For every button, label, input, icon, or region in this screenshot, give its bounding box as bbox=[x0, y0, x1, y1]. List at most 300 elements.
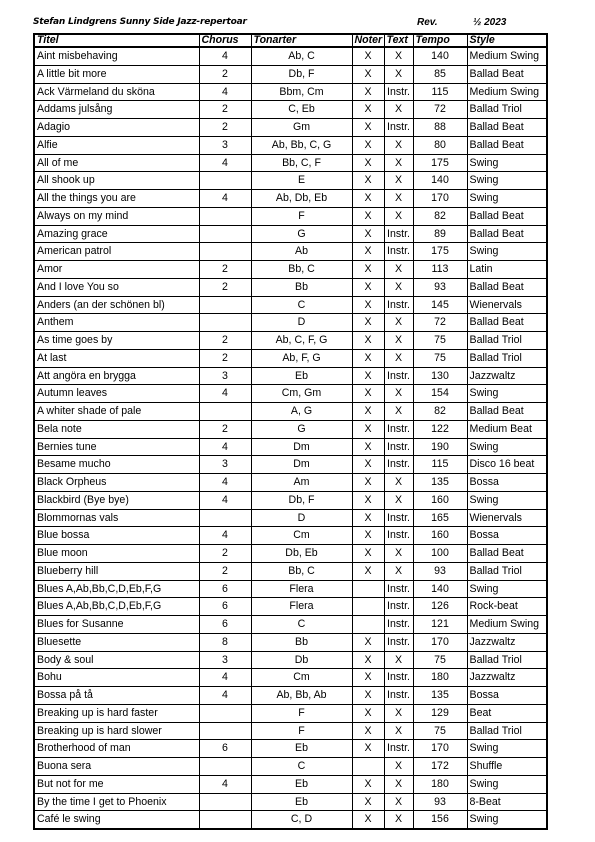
cell-chorus: 2 bbox=[199, 332, 251, 350]
table-row bbox=[34, 278, 547, 296]
table-row bbox=[34, 172, 547, 190]
cell-notes: X bbox=[352, 243, 384, 261]
revision-date: ½ 2023 bbox=[473, 17, 507, 28]
cell-style: Ballad Beat bbox=[467, 314, 547, 332]
cell-chorus: 2 bbox=[199, 119, 251, 137]
cell-tempo: 126 bbox=[413, 598, 467, 616]
cell-tempo: 160 bbox=[413, 527, 467, 545]
cell-title: Blackbird (Bye bye) bbox=[34, 491, 199, 509]
table-row bbox=[34, 296, 547, 314]
cell-title: Blommornas vals bbox=[34, 509, 199, 527]
cell-keys: D bbox=[251, 314, 352, 332]
cell-style: Ballad Beat bbox=[467, 225, 547, 243]
table-row bbox=[34, 47, 547, 65]
cell-notes: X bbox=[352, 562, 384, 580]
cell-keys: Bb bbox=[251, 278, 352, 296]
cell-title: American patrol bbox=[34, 243, 199, 261]
cell-tempo: 145 bbox=[413, 296, 467, 314]
cell-keys: Flera bbox=[251, 580, 352, 598]
cell-style: Swing bbox=[467, 243, 547, 261]
cell-keys: D bbox=[251, 509, 352, 527]
cell-text: X bbox=[384, 651, 413, 669]
table-row bbox=[34, 793, 547, 811]
table-row bbox=[34, 722, 547, 740]
cell-title: Blue moon bbox=[34, 545, 199, 563]
cell-title: Amor bbox=[34, 261, 199, 279]
cell-text: X bbox=[384, 491, 413, 509]
table-row bbox=[34, 403, 547, 421]
cell-notes: X bbox=[352, 296, 384, 314]
cell-title: Buona sera bbox=[34, 758, 199, 776]
cell-title: Always on my mind bbox=[34, 207, 199, 225]
cell-text: X bbox=[384, 545, 413, 563]
cell-keys: Eb bbox=[251, 775, 352, 793]
cell-tempo: 180 bbox=[413, 775, 467, 793]
cell-notes: X bbox=[352, 545, 384, 563]
table-row bbox=[34, 367, 547, 385]
cell-notes: X bbox=[352, 278, 384, 296]
cell-tempo: 180 bbox=[413, 669, 467, 687]
cell-tempo: 93 bbox=[413, 278, 467, 296]
cell-style: Swing bbox=[467, 438, 547, 456]
cell-tempo: 82 bbox=[413, 207, 467, 225]
cell-notes: X bbox=[352, 261, 384, 279]
cell-text: Instr. bbox=[384, 687, 413, 705]
cell-tempo: 140 bbox=[413, 580, 467, 598]
cell-keys: C bbox=[251, 296, 352, 314]
cell-keys: Db, Eb bbox=[251, 545, 352, 563]
cell-keys: C, Eb bbox=[251, 101, 352, 119]
cell-notes: X bbox=[352, 190, 384, 208]
cell-notes: X bbox=[352, 669, 384, 687]
cell-keys: C bbox=[251, 758, 352, 776]
page-header bbox=[33, 17, 553, 31]
cell-style: Shuffle bbox=[467, 758, 547, 776]
cell-notes: X bbox=[352, 633, 384, 651]
cell-text: X bbox=[384, 207, 413, 225]
cell-keys: Db, F bbox=[251, 65, 352, 83]
cell-title: Bernies tune bbox=[34, 438, 199, 456]
cell-tempo: 75 bbox=[413, 332, 467, 350]
cell-notes: X bbox=[352, 101, 384, 119]
cell-text: Instr. bbox=[384, 740, 413, 758]
cell-notes: X bbox=[352, 438, 384, 456]
cell-notes: X bbox=[352, 314, 384, 332]
cell-chorus: 3 bbox=[199, 367, 251, 385]
table-header-row bbox=[34, 34, 547, 47]
cell-title: Blue bossa bbox=[34, 527, 199, 545]
cell-chorus: 4 bbox=[199, 527, 251, 545]
table-row bbox=[34, 811, 547, 829]
cell-text: X bbox=[384, 793, 413, 811]
cell-title: As time goes by bbox=[34, 332, 199, 350]
cell-style: Swing bbox=[467, 385, 547, 403]
cell-text: Instr. bbox=[384, 119, 413, 137]
cell-chorus: 2 bbox=[199, 420, 251, 438]
cell-text: Instr. bbox=[384, 580, 413, 598]
cell-title: Breaking up is hard slower bbox=[34, 722, 199, 740]
cell-chorus: 4 bbox=[199, 775, 251, 793]
cell-keys: Ab, Bb, Ab bbox=[251, 687, 352, 705]
cell-keys: Bb, C bbox=[251, 261, 352, 279]
column-header-chorus: Chorus bbox=[199, 34, 251, 47]
table-row bbox=[34, 562, 547, 580]
cell-text: X bbox=[384, 278, 413, 296]
table-body bbox=[34, 47, 547, 829]
cell-text: Instr. bbox=[384, 225, 413, 243]
cell-chorus: 4 bbox=[199, 190, 251, 208]
cell-title: Amazing grace bbox=[34, 225, 199, 243]
cell-tempo: 93 bbox=[413, 793, 467, 811]
table-row bbox=[34, 420, 547, 438]
table-row bbox=[34, 775, 547, 793]
column-header-text: Text bbox=[384, 34, 413, 47]
cell-text: Instr. bbox=[384, 367, 413, 385]
cell-chorus: 4 bbox=[199, 385, 251, 403]
cell-style: Jazzwaltz bbox=[467, 669, 547, 687]
table-row bbox=[34, 687, 547, 705]
table-row bbox=[34, 474, 547, 492]
cell-title: All of me bbox=[34, 154, 199, 172]
cell-text: X bbox=[384, 314, 413, 332]
table-row bbox=[34, 509, 547, 527]
cell-keys: C, D bbox=[251, 811, 352, 829]
cell-style: Ballad Triol bbox=[467, 562, 547, 580]
cell-title: Blueberry hill bbox=[34, 562, 199, 580]
table-row bbox=[34, 119, 547, 137]
cell-chorus: 2 bbox=[199, 261, 251, 279]
cell-keys: Ab, Bb, C, G bbox=[251, 136, 352, 154]
cell-chorus: 4 bbox=[199, 669, 251, 687]
cell-notes: X bbox=[352, 136, 384, 154]
cell-title: By the time I get to Phoenix bbox=[34, 793, 199, 811]
cell-title: A little bit more bbox=[34, 65, 199, 83]
cell-chorus bbox=[199, 509, 251, 527]
cell-keys: Bbm, Cm bbox=[251, 83, 352, 101]
table-row bbox=[34, 633, 547, 651]
cell-chorus: 6 bbox=[199, 740, 251, 758]
cell-keys: C bbox=[251, 616, 352, 634]
cell-style: Medium Swing bbox=[467, 83, 547, 101]
cell-style: Ballad Triol bbox=[467, 349, 547, 367]
cell-tempo: 190 bbox=[413, 438, 467, 456]
cell-tempo: 121 bbox=[413, 616, 467, 634]
cell-chorus: 2 bbox=[199, 101, 251, 119]
cell-tempo: 170 bbox=[413, 633, 467, 651]
cell-chorus bbox=[199, 793, 251, 811]
cell-style: Bossa bbox=[467, 474, 547, 492]
cell-title: Anders (an der schönen bl) bbox=[34, 296, 199, 314]
cell-chorus: 4 bbox=[199, 687, 251, 705]
cell-text: X bbox=[384, 261, 413, 279]
cell-chorus: 8 bbox=[199, 633, 251, 651]
cell-tempo: 140 bbox=[413, 172, 467, 190]
cell-notes bbox=[352, 758, 384, 776]
table-row bbox=[34, 704, 547, 722]
cell-title: Brotherhood of man bbox=[34, 740, 199, 758]
table-row bbox=[34, 669, 547, 687]
cell-keys: Eb bbox=[251, 740, 352, 758]
cell-chorus: 4 bbox=[199, 474, 251, 492]
cell-tempo: 160 bbox=[413, 491, 467, 509]
table-row bbox=[34, 491, 547, 509]
cell-tempo: 165 bbox=[413, 509, 467, 527]
cell-style: Ballad Beat bbox=[467, 207, 547, 225]
cell-chorus: 2 bbox=[199, 545, 251, 563]
cell-title: Addams julsång bbox=[34, 101, 199, 119]
table-row bbox=[34, 580, 547, 598]
cell-title: At last bbox=[34, 349, 199, 367]
cell-keys: G bbox=[251, 420, 352, 438]
cell-keys: Dm bbox=[251, 438, 352, 456]
cell-chorus: 6 bbox=[199, 616, 251, 634]
table-row bbox=[34, 207, 547, 225]
cell-style: Wienervals bbox=[467, 509, 547, 527]
cell-notes bbox=[352, 598, 384, 616]
cell-keys: Bb, C bbox=[251, 562, 352, 580]
cell-tempo: 115 bbox=[413, 456, 467, 474]
cell-text: X bbox=[384, 349, 413, 367]
cell-style: Ballad Beat bbox=[467, 136, 547, 154]
cell-chorus: 2 bbox=[199, 65, 251, 83]
cell-style: Wienervals bbox=[467, 296, 547, 314]
cell-notes: X bbox=[352, 207, 384, 225]
cell-notes: X bbox=[352, 527, 384, 545]
cell-title: Ack Värmeland du sköna bbox=[34, 83, 199, 101]
cell-tempo: 154 bbox=[413, 385, 467, 403]
cell-title: All the things you are bbox=[34, 190, 199, 208]
cell-chorus: 2 bbox=[199, 349, 251, 367]
cell-title: Body & soul bbox=[34, 651, 199, 669]
cell-style: Ballad Beat bbox=[467, 403, 547, 421]
cell-text: Instr. bbox=[384, 83, 413, 101]
cell-keys: Am bbox=[251, 474, 352, 492]
cell-title: Bohu bbox=[34, 669, 199, 687]
cell-title: Blues A,Ab,Bb,C,D,Eb,F,G bbox=[34, 580, 199, 598]
cell-title: All shook up bbox=[34, 172, 199, 190]
cell-text: X bbox=[384, 136, 413, 154]
cell-text: Instr. bbox=[384, 527, 413, 545]
table-row bbox=[34, 243, 547, 261]
cell-title: Café le swing bbox=[34, 811, 199, 829]
table-row bbox=[34, 83, 547, 101]
cell-chorus: 6 bbox=[199, 598, 251, 616]
cell-style: 8-Beat bbox=[467, 793, 547, 811]
table-row bbox=[34, 65, 547, 83]
cell-tempo: 130 bbox=[413, 367, 467, 385]
cell-style: Swing bbox=[467, 491, 547, 509]
cell-style: Ballad Triol bbox=[467, 651, 547, 669]
cell-keys: Gm bbox=[251, 119, 352, 137]
cell-title: Autumn leaves bbox=[34, 385, 199, 403]
cell-text: X bbox=[384, 65, 413, 83]
cell-text: X bbox=[384, 722, 413, 740]
cell-tempo: 122 bbox=[413, 420, 467, 438]
cell-notes: X bbox=[352, 420, 384, 438]
cell-style: Bossa bbox=[467, 527, 547, 545]
table-row bbox=[34, 456, 547, 474]
cell-text: Instr. bbox=[384, 616, 413, 634]
cell-title: Black Orpheus bbox=[34, 474, 199, 492]
cell-text: X bbox=[384, 704, 413, 722]
cell-text: Instr. bbox=[384, 509, 413, 527]
cell-keys: A, G bbox=[251, 403, 352, 421]
cell-keys: Ab, Db, Eb bbox=[251, 190, 352, 208]
cell-chorus: 3 bbox=[199, 136, 251, 154]
cell-style: Beat bbox=[467, 704, 547, 722]
cell-chorus: 2 bbox=[199, 562, 251, 580]
cell-style: Swing bbox=[467, 172, 547, 190]
cell-chorus: 4 bbox=[199, 154, 251, 172]
cell-notes: X bbox=[352, 722, 384, 740]
cell-text: X bbox=[384, 47, 413, 65]
cell-text: Instr. bbox=[384, 669, 413, 687]
cell-notes: X bbox=[352, 385, 384, 403]
cell-keys: Ab, C, F, G bbox=[251, 332, 352, 350]
cell-notes: X bbox=[352, 740, 384, 758]
table-row bbox=[34, 438, 547, 456]
cell-style: Ballad Triol bbox=[467, 722, 547, 740]
cell-tempo: 140 bbox=[413, 47, 467, 65]
cell-tempo: 72 bbox=[413, 314, 467, 332]
cell-title: Bela note bbox=[34, 420, 199, 438]
cell-tempo: 93 bbox=[413, 562, 467, 580]
cell-chorus bbox=[199, 704, 251, 722]
cell-keys: Flera bbox=[251, 598, 352, 616]
cell-chorus: 4 bbox=[199, 83, 251, 101]
cell-tempo: 82 bbox=[413, 403, 467, 421]
cell-style: Swing bbox=[467, 740, 547, 758]
cell-style: Ballad Triol bbox=[467, 101, 547, 119]
cell-text: Instr. bbox=[384, 243, 413, 261]
table-row bbox=[34, 136, 547, 154]
cell-keys: Cm, Gm bbox=[251, 385, 352, 403]
repertoire-title: Stefan Lindgrens Sunny Side Jazz-repertoar bbox=[33, 17, 247, 27]
cell-style: Rock-beat bbox=[467, 598, 547, 616]
cell-keys: E bbox=[251, 172, 352, 190]
cell-style: Ballad Beat bbox=[467, 545, 547, 563]
cell-title: Att angöra en brygga bbox=[34, 367, 199, 385]
cell-keys: Cm bbox=[251, 527, 352, 545]
cell-text: X bbox=[384, 811, 413, 829]
cell-style: Swing bbox=[467, 154, 547, 172]
cell-notes: X bbox=[352, 332, 384, 350]
table-row bbox=[34, 385, 547, 403]
cell-notes: X bbox=[352, 474, 384, 492]
cell-style: Swing bbox=[467, 580, 547, 598]
cell-title: Aint misbehaving bbox=[34, 47, 199, 65]
cell-keys: Ab, F, G bbox=[251, 349, 352, 367]
cell-chorus: 2 bbox=[199, 278, 251, 296]
cell-title: Adagio bbox=[34, 119, 199, 137]
cell-text: Instr. bbox=[384, 296, 413, 314]
cell-chorus: 6 bbox=[199, 580, 251, 598]
cell-chorus bbox=[199, 225, 251, 243]
cell-text: X bbox=[384, 758, 413, 776]
cell-text: X bbox=[384, 332, 413, 350]
revision-label: Rev. bbox=[417, 17, 438, 28]
cell-notes: X bbox=[352, 687, 384, 705]
cell-text: X bbox=[384, 172, 413, 190]
cell-keys: Dm bbox=[251, 456, 352, 474]
cell-text: Instr. bbox=[384, 598, 413, 616]
cell-title: A whiter shade of pale bbox=[34, 403, 199, 421]
cell-tempo: 156 bbox=[413, 811, 467, 829]
table-row bbox=[34, 740, 547, 758]
cell-notes: X bbox=[352, 775, 384, 793]
cell-tempo: 175 bbox=[413, 243, 467, 261]
column-header-notes: Noter bbox=[352, 34, 384, 47]
cell-tempo: 129 bbox=[413, 704, 467, 722]
cell-tempo: 170 bbox=[413, 740, 467, 758]
cell-notes: X bbox=[352, 793, 384, 811]
cell-keys: G bbox=[251, 225, 352, 243]
cell-keys: Eb bbox=[251, 793, 352, 811]
cell-keys: Db, F bbox=[251, 491, 352, 509]
cell-text: X bbox=[384, 775, 413, 793]
table-row bbox=[34, 349, 547, 367]
cell-tempo: 75 bbox=[413, 651, 467, 669]
column-header-title: Titel bbox=[34, 34, 199, 47]
cell-text: X bbox=[384, 190, 413, 208]
cell-chorus bbox=[199, 207, 251, 225]
cell-tempo: 135 bbox=[413, 474, 467, 492]
repertoire-table bbox=[33, 33, 548, 830]
cell-text: Instr. bbox=[384, 633, 413, 651]
cell-style: Ballad Beat bbox=[467, 65, 547, 83]
cell-style: Jazzwaltz bbox=[467, 367, 547, 385]
cell-notes: X bbox=[352, 119, 384, 137]
cell-style: Medium Swing bbox=[467, 47, 547, 65]
cell-text: X bbox=[384, 101, 413, 119]
column-header-keys: Tonarter bbox=[251, 34, 352, 47]
table-row bbox=[34, 651, 547, 669]
cell-chorus bbox=[199, 722, 251, 740]
cell-notes: X bbox=[352, 349, 384, 367]
cell-chorus: 3 bbox=[199, 651, 251, 669]
table-row bbox=[34, 261, 547, 279]
cell-keys: Ab, C bbox=[251, 47, 352, 65]
cell-style: Medium Beat bbox=[467, 420, 547, 438]
cell-tempo: 80 bbox=[413, 136, 467, 154]
cell-keys: Cm bbox=[251, 669, 352, 687]
cell-tempo: 115 bbox=[413, 83, 467, 101]
cell-keys: Bb, C, F bbox=[251, 154, 352, 172]
cell-title: Blues for Susanne bbox=[34, 616, 199, 634]
cell-notes: X bbox=[352, 154, 384, 172]
cell-title: But not for me bbox=[34, 775, 199, 793]
cell-tempo: 100 bbox=[413, 545, 467, 563]
cell-style: Ballad Triol bbox=[467, 332, 547, 350]
cell-title: Blues A,Ab,Bb,C,D,Eb,F,G bbox=[34, 598, 199, 616]
cell-text: X bbox=[384, 154, 413, 172]
cell-notes: X bbox=[352, 83, 384, 101]
cell-keys: Ab bbox=[251, 243, 352, 261]
cell-style: Swing bbox=[467, 775, 547, 793]
table-row bbox=[34, 545, 547, 563]
cell-tempo: 85 bbox=[413, 65, 467, 83]
cell-notes bbox=[352, 616, 384, 634]
cell-tempo: 89 bbox=[413, 225, 467, 243]
cell-tempo: 72 bbox=[413, 101, 467, 119]
cell-chorus: 4 bbox=[199, 47, 251, 65]
table-row bbox=[34, 616, 547, 634]
cell-text: Instr. bbox=[384, 456, 413, 474]
cell-style: Swing bbox=[467, 811, 547, 829]
cell-chorus bbox=[199, 296, 251, 314]
cell-tempo: 75 bbox=[413, 349, 467, 367]
cell-style: Bossa bbox=[467, 687, 547, 705]
